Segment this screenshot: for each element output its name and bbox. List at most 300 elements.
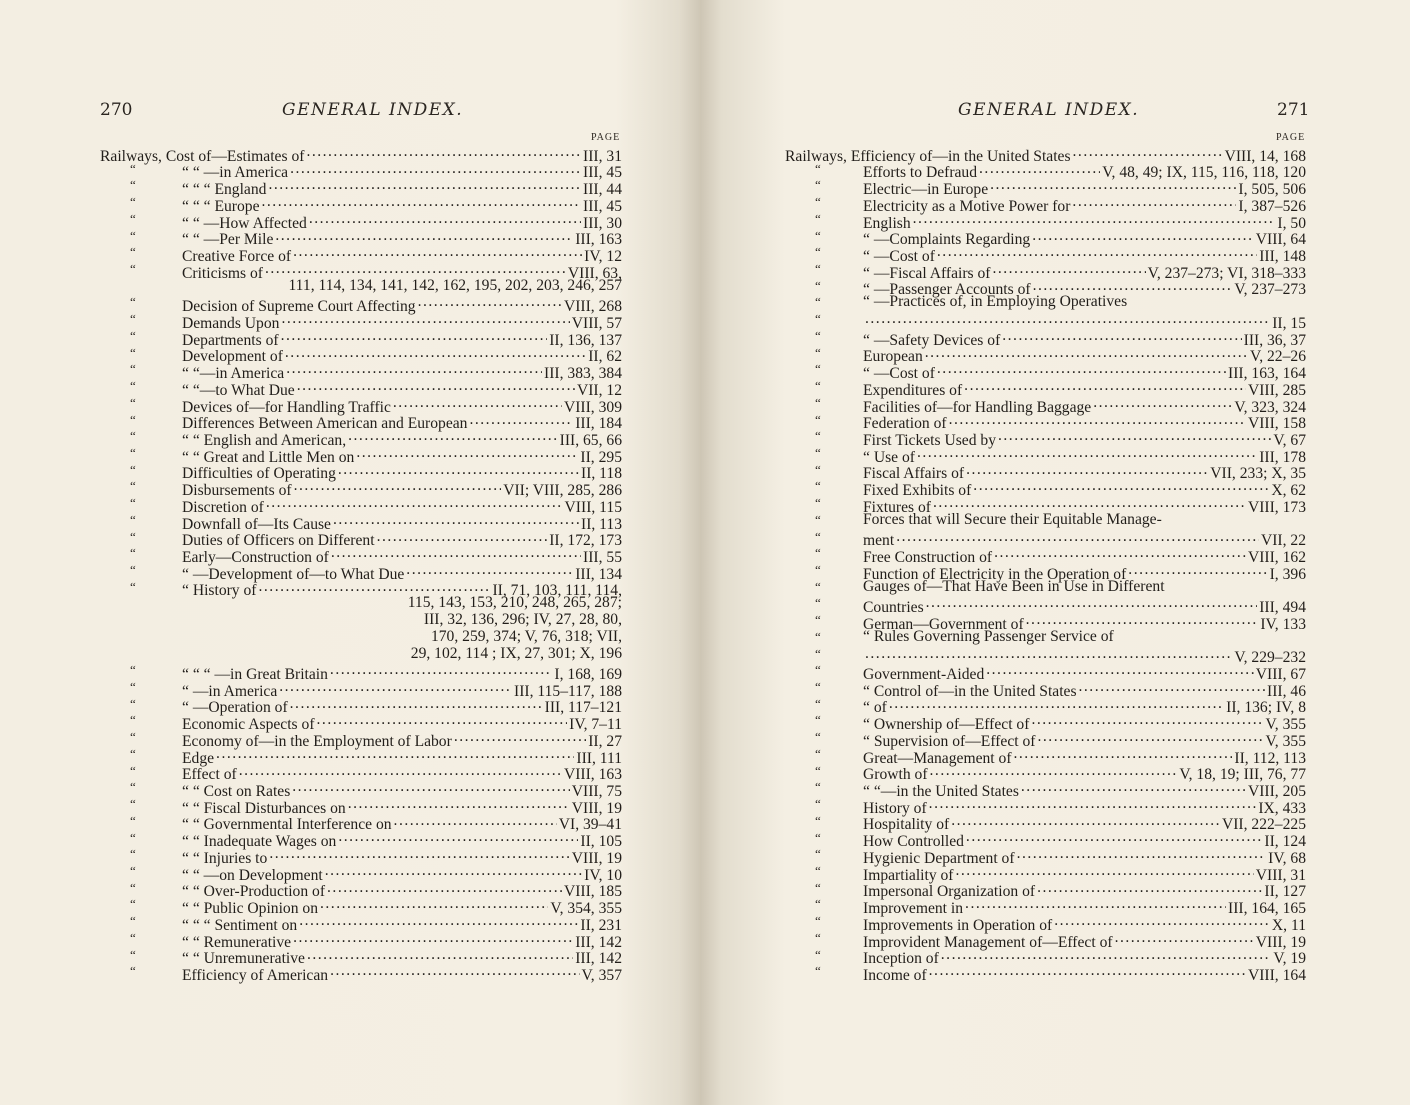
dot-leader — [1054, 913, 1270, 930]
entry-text: “ Rules Governing Passenger Service of — [863, 627, 1114, 645]
entry-text: “ “ Public Opinion on — [182, 900, 318, 918]
page-reference: II, 113 — [581, 515, 622, 533]
entry-text: Growth of — [863, 766, 928, 784]
entry-text: “ —Operation of — [182, 699, 288, 717]
dot-leader — [266, 495, 563, 512]
dot-leader — [317, 712, 568, 729]
entry-text: “ “ —in America — [182, 164, 289, 182]
entry-text: Downfall of—Its Cause — [182, 515, 331, 533]
page-reference: II, 27 — [588, 732, 622, 750]
ditto-mark: “ — [130, 879, 136, 895]
dot-leader — [937, 361, 1226, 378]
page-reference: V, 357 — [581, 966, 622, 984]
ditto-mark: “ — [130, 461, 136, 477]
index-entry — [785, 311, 1306, 332]
dot-leader — [377, 529, 548, 546]
entry-text: Devices of—for Handling Traffic — [182, 398, 391, 416]
page-reference: I, 396 — [1269, 565, 1306, 583]
entry-text: “ Supervision of—Effect of — [863, 732, 1036, 750]
dot-leader — [297, 378, 575, 395]
ditto-mark: “ — [130, 428, 136, 444]
page-reference: III, 45 — [583, 197, 622, 215]
dot-leader — [913, 211, 1276, 228]
ditto-mark: “ — [130, 495, 136, 511]
page-reference: VIII, 162 — [1247, 548, 1306, 566]
page-reference: III, 142 — [575, 950, 622, 968]
entry-text: III, 32, 136, 296; IV, 27, 28, 80, — [423, 611, 622, 629]
ditto-mark: “ — [130, 578, 136, 594]
dot-leader — [1079, 679, 1266, 696]
ditto-mark: “ — [815, 461, 821, 477]
page-reference: VIII, 75 — [571, 783, 622, 801]
ditto-mark: “ — [130, 327, 136, 343]
ditto-mark: “ — [130, 160, 136, 176]
page-reference: VIII, 63, — [567, 264, 622, 282]
entry-text: “ “ —How Affected — [182, 214, 307, 232]
entry-text: Gauges of—That Have Been in Use in Different — [863, 577, 1165, 595]
page-reference: VI, 39–41 — [558, 816, 622, 834]
dot-leader — [896, 529, 1259, 546]
entry-text: Improvement in — [863, 900, 964, 918]
ditto-mark: “ — [130, 662, 136, 678]
ditto-mark: “ — [815, 227, 821, 243]
dot-leader — [306, 144, 581, 161]
entry-text: Efficiency of American — [182, 966, 329, 984]
ditto-mark: “ — [130, 177, 136, 193]
page-reference: III, 494 — [1259, 599, 1306, 617]
entry-text: “ “ Injuries to — [182, 849, 268, 867]
dot-leader — [956, 863, 1254, 880]
entry-text: Expenditures of — [863, 381, 963, 399]
dot-leader — [265, 261, 566, 278]
entry-text: “ “ —Per Mile — [182, 231, 274, 249]
dot-leader — [1014, 746, 1233, 763]
index-entry — [785, 629, 1306, 646]
ditto-mark: “ — [130, 846, 136, 862]
dot-leader — [1072, 194, 1236, 211]
entry-text: “ “ Governmental Interference on — [182, 816, 392, 834]
page-reference: IV, 133 — [1260, 615, 1306, 633]
ditto-mark: “ — [815, 378, 821, 394]
dot-leader — [951, 813, 1220, 830]
page-reference: V, 67 — [1273, 431, 1306, 449]
entry-text: Improvident Management of—Effect of — [863, 933, 1113, 951]
ditto-mark: “ — [815, 745, 821, 761]
dot-leader — [992, 261, 1145, 278]
ditto-mark: “ — [815, 862, 821, 878]
ditto-mark: “ — [130, 261, 136, 277]
entry-text: Inception of — [863, 950, 939, 968]
dot-leader — [330, 662, 553, 679]
ditto-mark: “ — [815, 712, 821, 728]
ditto-mark: “ — [815, 411, 821, 427]
page-reference: I, 505, 506 — [1238, 181, 1306, 199]
page-reference: VIII, 173 — [1247, 498, 1306, 516]
entry-text: How Controlled — [863, 833, 964, 851]
index-entry — [785, 512, 1306, 529]
entry-text: History of — [863, 799, 927, 817]
dot-leader — [973, 478, 1269, 495]
page-reference: VIII, 158 — [1247, 415, 1306, 433]
ditto-mark: “ — [815, 294, 821, 310]
page-reference: I, 387–526 — [1238, 197, 1306, 215]
page-reference: II, 127 — [1264, 883, 1306, 901]
page-reference: III, 178 — [1259, 448, 1306, 466]
dot-leader — [307, 947, 573, 964]
dot-leader — [994, 545, 1246, 562]
dot-leader — [406, 562, 573, 579]
page-reference: III, 45 — [583, 164, 622, 182]
page-reference: V, 323, 324 — [1234, 398, 1306, 416]
ditto-mark: “ — [815, 194, 821, 210]
dot-leader — [1128, 562, 1267, 579]
entry-text: “ —Complaints Regarding — [863, 231, 1031, 249]
left-page — [0, 0, 700, 1105]
dot-leader — [925, 345, 1248, 362]
page-reference: II, 62 — [588, 348, 622, 366]
ditto-mark: “ — [815, 495, 821, 511]
ditto-mark: “ — [130, 528, 136, 544]
ditto-mark: “ — [815, 361, 821, 377]
entry-text: Railways, Cost of—Estimates of — [100, 147, 305, 165]
page-reference: III, 115–117, 188 — [514, 682, 622, 700]
ditto-mark: “ — [815, 829, 821, 845]
index-entry — [785, 328, 1306, 349]
page-reference: VII, 22 — [1260, 532, 1306, 550]
page-reference: VII, 233; X, 35 — [1210, 465, 1306, 483]
ditto-mark: “ — [130, 411, 136, 427]
page-reference: III, 164, 165 — [1228, 900, 1306, 918]
entry-text: 115, 143, 153, 210, 248, 265, 287; — [407, 594, 622, 612]
dot-leader — [990, 177, 1236, 194]
dot-leader — [926, 595, 1258, 612]
page-reference: VIII, 57 — [571, 314, 622, 332]
ditto-mark: “ — [815, 762, 821, 778]
dot-leader — [418, 294, 562, 311]
entry-text: 170, 259, 374; V, 76, 318; VII, — [430, 627, 622, 645]
page-reference: X, 11 — [1271, 916, 1306, 934]
page-reference: II, 231 — [580, 916, 622, 934]
entry-text: “ “ English and American, — [182, 431, 347, 449]
entry-text: “ “—in America — [182, 365, 285, 383]
entry-text: Efforts to Defraud — [863, 164, 978, 182]
page-reference: X, 62 — [1271, 482, 1306, 500]
entry-text: Departments of — [182, 331, 279, 349]
index-entry — [100, 646, 622, 663]
entry-text: 29, 102, 114 ; IX, 27, 301; X, 196 — [410, 644, 622, 662]
entry-text: “ —Cost of — [863, 248, 935, 266]
page-reference: III, 148 — [1259, 248, 1306, 266]
entry-text: “ “—in the United States — [863, 783, 1019, 801]
dot-leader — [293, 930, 573, 947]
entry-text: “ History of — [182, 582, 257, 600]
page-reference: II, 105 — [580, 833, 622, 851]
ditto-mark: “ — [130, 311, 136, 327]
ditto-mark: “ — [815, 210, 821, 226]
ditto-mark: “ — [130, 695, 136, 711]
ditto-mark: “ — [130, 712, 136, 728]
page-reference: V, 237–273; VI, 318–333 — [1147, 264, 1306, 282]
entry-text: Great—Management of — [863, 749, 1012, 767]
page-reference: II, 295 — [580, 448, 622, 466]
ditto-mark: “ — [130, 946, 136, 962]
ditto-mark: “ — [130, 796, 136, 812]
entry-text: Function of Electricity in the Operation of — [863, 565, 1127, 583]
entry-text: Development of — [182, 348, 283, 366]
ditto-mark: “ — [815, 261, 821, 277]
dot-leader — [239, 763, 562, 780]
entry-text: “ “ Unremunerative — [182, 950, 305, 968]
entry-text: “ —Passenger Accounts of — [863, 281, 1031, 299]
page-reference: VIII, 205 — [1247, 783, 1306, 801]
ditto-mark: “ — [130, 779, 136, 795]
entry-text: Hygienic Department of — [863, 849, 1015, 867]
ditto-mark: “ — [815, 177, 821, 193]
page-reference: III, 163, 164 — [1228, 365, 1306, 383]
page-number: 270 — [100, 100, 133, 120]
ditto-mark: “ — [130, 562, 136, 577]
dot-leader — [279, 679, 512, 696]
page-reference: V, 22–26 — [1249, 348, 1306, 366]
entry-text: “ —Development of—to What Due — [182, 565, 405, 583]
entry-text: “ “ “ Europe — [182, 197, 260, 215]
dot-leader — [966, 829, 1263, 846]
page-reference: VIII, 31 — [1255, 866, 1306, 884]
ditto-mark: “ — [815, 428, 821, 444]
page-reference: III, 46 — [1267, 682, 1306, 700]
index-entry — [785, 579, 1306, 596]
page-reference: II, 172, 173 — [549, 532, 622, 550]
page-reference: III, 44 — [583, 181, 622, 199]
ditto-mark: “ — [815, 695, 821, 711]
entry-text: Disbursements of — [182, 482, 292, 500]
ditto-mark: “ — [130, 227, 136, 243]
dot-leader — [865, 311, 1270, 328]
entry-text: “ “ “ —in Great Britain — [182, 666, 328, 683]
ditto-mark: “ — [815, 946, 821, 962]
dot-leader — [865, 646, 1232, 663]
entry-text: Countries — [863, 599, 924, 617]
page-reference: V, 229–232 — [1234, 649, 1306, 667]
entry-text: “ “ Great and Little Men on — [182, 448, 355, 466]
page-reference: IV, 68 — [1268, 849, 1306, 867]
ditto-mark: “ — [130, 344, 136, 360]
entry-text: Impersonal Organization of — [863, 883, 1036, 901]
page-reference: V, 48, 49; IX, 115, 116, 118, 120 — [1102, 164, 1306, 182]
entry-text: “ “—to What Due — [182, 381, 295, 399]
dot-leader — [1031, 712, 1263, 729]
page-reference: III, 55 — [583, 548, 622, 566]
page-reference: II, 136, 137 — [549, 331, 622, 349]
entry-text: Economy of—in the Employment of Labor — [182, 732, 452, 750]
entry-text: Creative Force of — [182, 248, 292, 266]
page-reference: VIII, 115 — [564, 498, 622, 516]
ditto-mark: “ — [130, 478, 136, 494]
entry-text: Fiscal Affairs of — [863, 465, 965, 483]
entry-text: “ Control of—in the United States — [863, 682, 1077, 700]
page-column-label: PAGE — [591, 132, 621, 143]
ditto-mark: “ — [815, 394, 821, 410]
ditto-mark: “ — [130, 394, 136, 410]
ditto-mark: “ — [815, 896, 821, 912]
entry-text: “ “ Cost on Rates — [182, 783, 291, 801]
entry-text: “ “ “ England — [182, 181, 267, 199]
page-reference: II, 118 — [581, 465, 622, 483]
entry-text: Income of — [863, 966, 927, 984]
ditto-mark: “ — [815, 929, 821, 945]
page-reference: I, 168, 169 — [554, 666, 622, 683]
dot-leader — [966, 462, 1208, 479]
page-reference: V, 354, 355 — [550, 900, 622, 918]
page-reference: III, 65, 66 — [559, 431, 622, 449]
page-reference: II, 112, 113 — [1234, 749, 1306, 767]
ditto-mark: “ — [815, 545, 821, 561]
dot-leader — [356, 445, 578, 462]
entry-text: Differences Between American and European — [182, 415, 468, 433]
dot-leader — [268, 177, 581, 194]
ditto-mark: “ — [130, 210, 136, 226]
dot-leader — [330, 963, 579, 980]
dot-leader — [1002, 328, 1241, 345]
ditto-mark: “ — [130, 929, 136, 945]
page-reference: VIII, 185 — [563, 883, 622, 901]
dot-leader — [309, 211, 581, 228]
dot-leader — [986, 662, 1254, 679]
ditto-mark: “ — [815, 511, 821, 527]
right-page — [700, 0, 1410, 1105]
ditto-mark: “ — [815, 679, 821, 695]
ditto-mark: “ — [815, 612, 821, 628]
dot-leader — [454, 729, 586, 746]
ditto-mark: “ — [815, 846, 821, 862]
page-reference: VIII, 268 — [563, 298, 622, 316]
entry-text: ment — [863, 532, 895, 550]
ditto-mark: “ — [815, 729, 821, 745]
dot-leader — [292, 779, 569, 796]
entry-text: 111, 114, 134, 141, 142, 162, 195, 202, 203, 246, 257 — [288, 276, 622, 294]
page-reference: IV, 12 — [584, 248, 622, 266]
ditto-mark: “ — [815, 645, 821, 661]
entry-text: Government-Aided — [863, 666, 985, 683]
ditto-mark: “ — [815, 879, 821, 895]
page-reference: III, 111 — [576, 749, 622, 767]
page-reference: III, 142 — [575, 933, 622, 951]
ditto-mark: “ — [815, 444, 821, 460]
index-entry — [785, 529, 1306, 550]
ditto-mark: “ — [815, 796, 821, 812]
ditto-mark: “ — [815, 528, 821, 544]
entry-text: Demands Upon — [182, 314, 280, 332]
index-entry — [100, 612, 622, 629]
entry-text: Fixtures of — [863, 498, 932, 516]
page-reference: V, 19 — [1273, 950, 1306, 968]
ditto-mark: “ — [130, 829, 136, 845]
dot-leader — [1073, 144, 1223, 161]
page-reference: IV, 10 — [584, 866, 622, 884]
page-reference: VIII, 163 — [563, 766, 622, 784]
entry-text: “ “ Remunerative — [182, 933, 292, 951]
ditto-mark: “ — [130, 745, 136, 761]
ditto-mark: “ — [815, 160, 821, 176]
page-reference: VIII, 309 — [563, 398, 622, 416]
dot-leader — [333, 512, 579, 529]
ditto-mark: “ — [815, 311, 821, 327]
dot-leader — [293, 244, 582, 261]
page-reference: II, 124 — [1264, 833, 1306, 851]
dot-leader — [965, 896, 1226, 913]
entry-text: Free Construction of — [863, 548, 993, 566]
entry-text: “ “ “ Sentiment on — [182, 916, 298, 934]
dot-leader — [949, 412, 1246, 429]
ditto-mark: “ — [815, 327, 821, 343]
dot-leader — [929, 796, 1257, 813]
dot-leader — [1093, 395, 1232, 412]
index-entry — [785, 662, 1306, 683]
entry-text: Federation of — [863, 415, 947, 433]
page-reference: VIII, 19 — [1255, 933, 1306, 951]
entry-text: English — [863, 214, 911, 232]
index-entry — [785, 595, 1306, 617]
page-reference: VIII, 19 — [571, 849, 622, 867]
dot-leader — [917, 445, 1257, 462]
entry-text: Economic Aspects of — [182, 716, 315, 734]
page-reference: VIII, 164 — [1247, 966, 1306, 984]
ditto-mark: “ — [130, 361, 136, 377]
page-reference: VIII, 67 — [1255, 666, 1306, 683]
dot-leader — [1017, 846, 1267, 863]
ditto-mark: “ — [130, 762, 136, 778]
entry-text: Electric—in Europe — [863, 181, 989, 199]
page-reference: V, 237–273 — [1234, 281, 1306, 299]
entry-text: “ —in America — [182, 682, 278, 700]
entry-text: Railways, Efficiency of—in the United States — [785, 147, 1071, 165]
page-reference: VIII, 285 — [1247, 381, 1306, 399]
entry-text: First Tickets Used by — [863, 431, 997, 449]
dot-leader — [979, 161, 1100, 178]
page-reference: IX, 433 — [1258, 799, 1306, 817]
entry-text: Effect of — [182, 766, 237, 784]
page-reference: II, 136; IV, 8 — [1226, 699, 1306, 717]
index-entry — [100, 144, 622, 165]
page-reference: III, 30 — [583, 214, 622, 232]
dot-leader — [331, 545, 581, 562]
ditto-mark: “ — [815, 478, 821, 494]
index-column — [100, 144, 622, 984]
entry-text: “ of — [863, 699, 887, 717]
entry-text: Fixed Exhibits of — [863, 482, 972, 500]
ditto-mark: “ — [130, 963, 136, 979]
page-reference: VII, 222–225 — [1221, 816, 1306, 834]
ditto-mark: “ — [130, 679, 136, 695]
dot-leader — [348, 796, 570, 813]
ditto-mark: “ — [815, 913, 821, 929]
ditto-mark: “ — [815, 628, 821, 644]
dot-leader — [294, 478, 502, 495]
entry-text: “ “ Fiscal Disturbances on — [182, 799, 346, 817]
dot-leader — [285, 345, 586, 362]
page-reference: III, 134 — [575, 565, 622, 583]
entry-text: Electricity as a Motive Power for — [863, 197, 1071, 215]
entry-text: “ “ Over-Production of — [182, 883, 326, 901]
ditto-mark: “ — [130, 378, 136, 394]
dot-leader — [262, 194, 582, 211]
ditto-mark: “ — [815, 244, 821, 260]
page-reference: V, 355 — [1265, 732, 1306, 750]
index-entry — [100, 294, 622, 316]
dot-leader — [1026, 612, 1259, 629]
ditto-mark: “ — [815, 277, 821, 293]
entry-text: “ —Safety Devices of — [863, 331, 1001, 349]
